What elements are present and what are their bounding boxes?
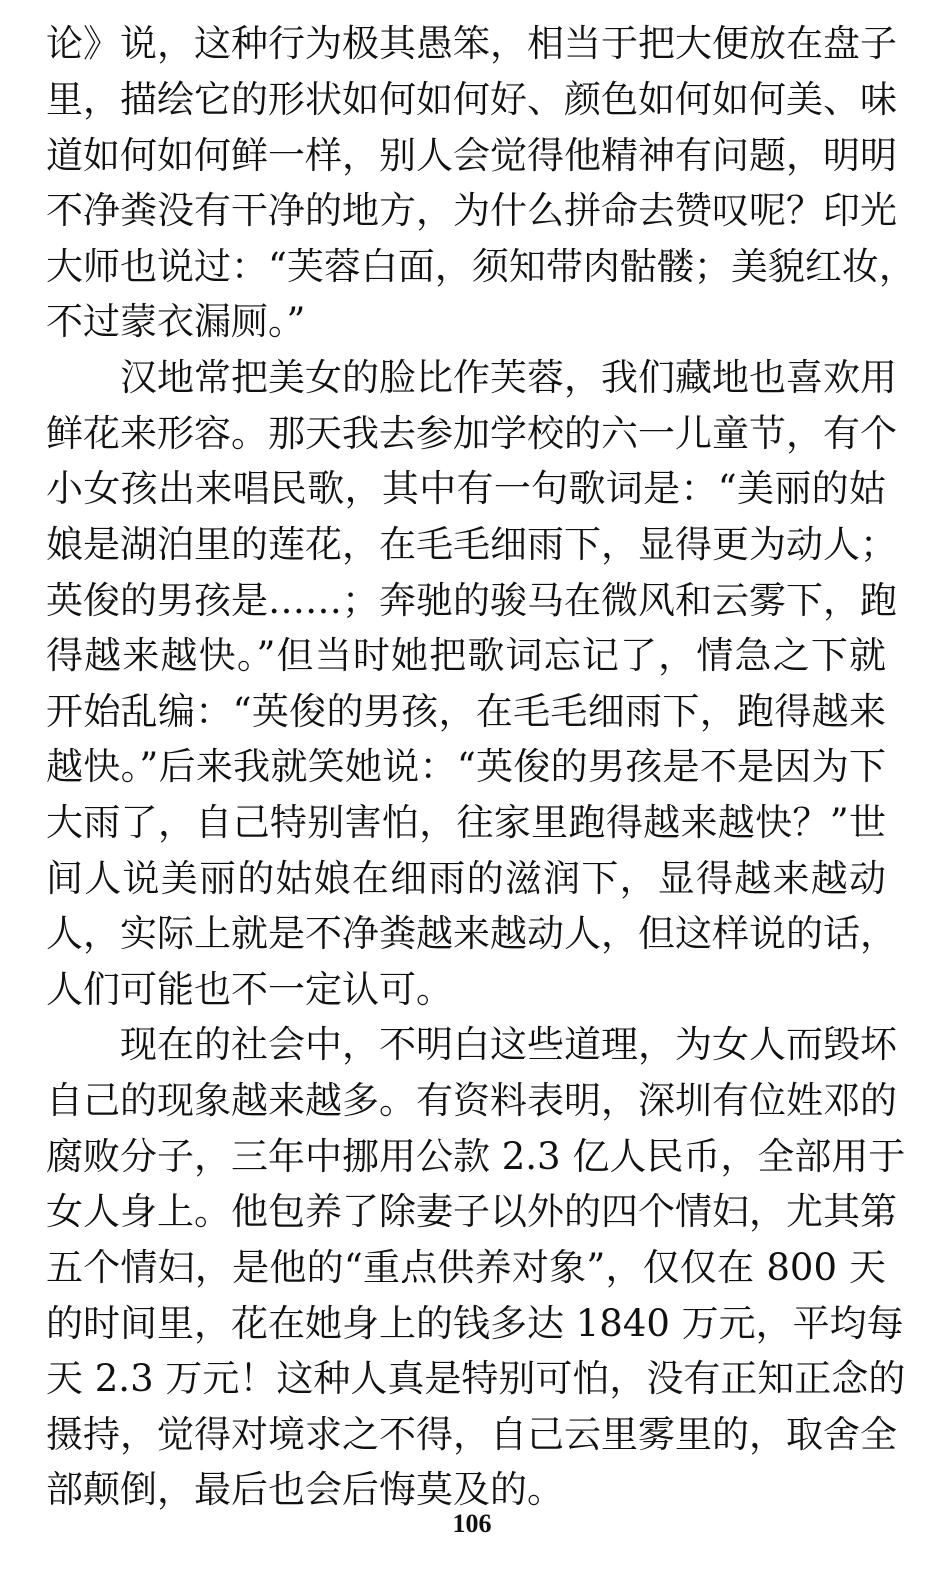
text-line: 部颠倒，最后也会后悔莫及的。 bbox=[46, 1468, 564, 1511]
text-line: 间人说美丽的姑娘在细雨的滋润下，显得越来越动 bbox=[46, 857, 886, 900]
text-line: 里，描绘它的形状如何如何好、颜色如何如何美、味 bbox=[46, 78, 897, 121]
text-line: 英俊的男孩是……；奔驰的骏马在微风和云雾下，跑 bbox=[46, 579, 897, 622]
text-line: 汉地常把美女的脸比作芙蓉，我们藏地也喜欢用 bbox=[46, 356, 897, 399]
text-line: 得越来越快。”但当时她把歌词忘记了，情急之下就 bbox=[46, 634, 886, 677]
text-line: 不净粪没有干净的地方，为什么拼命去赞叹呢？印光 bbox=[46, 189, 897, 232]
text-line: 大雨了，自己特别害怕，往家里跑得越来越快？”世 bbox=[46, 801, 886, 844]
text-line: 人，实际上就是不净粪越来越动人，但这样说的话， bbox=[46, 912, 897, 955]
text-line: 人们可能也不一定认可。 bbox=[46, 968, 453, 1011]
page-number: 106 bbox=[452, 1509, 492, 1538]
text-line: 的时间里，花在她身上的钱多达 1840 万元，平均每 bbox=[46, 1302, 904, 1345]
text-line: 天 2.3 万元！这种人真是特别可怕，没有正知正念的 bbox=[46, 1357, 906, 1400]
text-line: 鲜花来形容。那天我去参加学校的六一儿童节，有个 bbox=[46, 412, 897, 455]
text-line: 论》说，这种行为极其愚笨，相当于把大便放在盘子 bbox=[46, 22, 897, 65]
text-line: 大师也说过：“芙蓉白面，须知带肉骷髅；美貌红妆， bbox=[46, 245, 916, 288]
text-line: 越快。”后来我就笑她说：“英俊的男孩是不是因为下 bbox=[46, 745, 886, 788]
text-line: 女人身上。他包养了除妻子以外的四个情妇，尤其第 bbox=[46, 1190, 897, 1233]
text-line: 开始乱编：“英俊的男孩，在毛毛细雨下，跑得越来 bbox=[46, 690, 886, 733]
text-line: 不过蒙衣漏厕。” bbox=[46, 300, 306, 343]
text-line: 自己的现象越来越多。有资料表明，深圳有位姓邓的 bbox=[46, 1079, 897, 1122]
text-line: 现在的社会中，不明白这些道理，为女人而毁坏 bbox=[46, 1023, 897, 1066]
text-line: 小女孩出来唱民歌，其中有一句歌词是：“美丽的姑 bbox=[46, 467, 886, 510]
text-line: 娘是湖泊里的莲花，在毛毛细雨下，显得更为动人； bbox=[46, 523, 897, 566]
text-line: 道如何如何鲜一样，别人会觉得他精神有问题，明明 bbox=[46, 134, 897, 177]
text-line: 摄持，觉得对境求之不得，自己云里雾里的，取舍全 bbox=[46, 1413, 897, 1456]
text-line: 腐败分子，三年中挪用公款 2.3 亿人民币，全部用于 bbox=[46, 1135, 906, 1178]
text-line: 五个情妇，是他的“重点供养对象”，仅仅在 800 天 bbox=[46, 1246, 886, 1289]
